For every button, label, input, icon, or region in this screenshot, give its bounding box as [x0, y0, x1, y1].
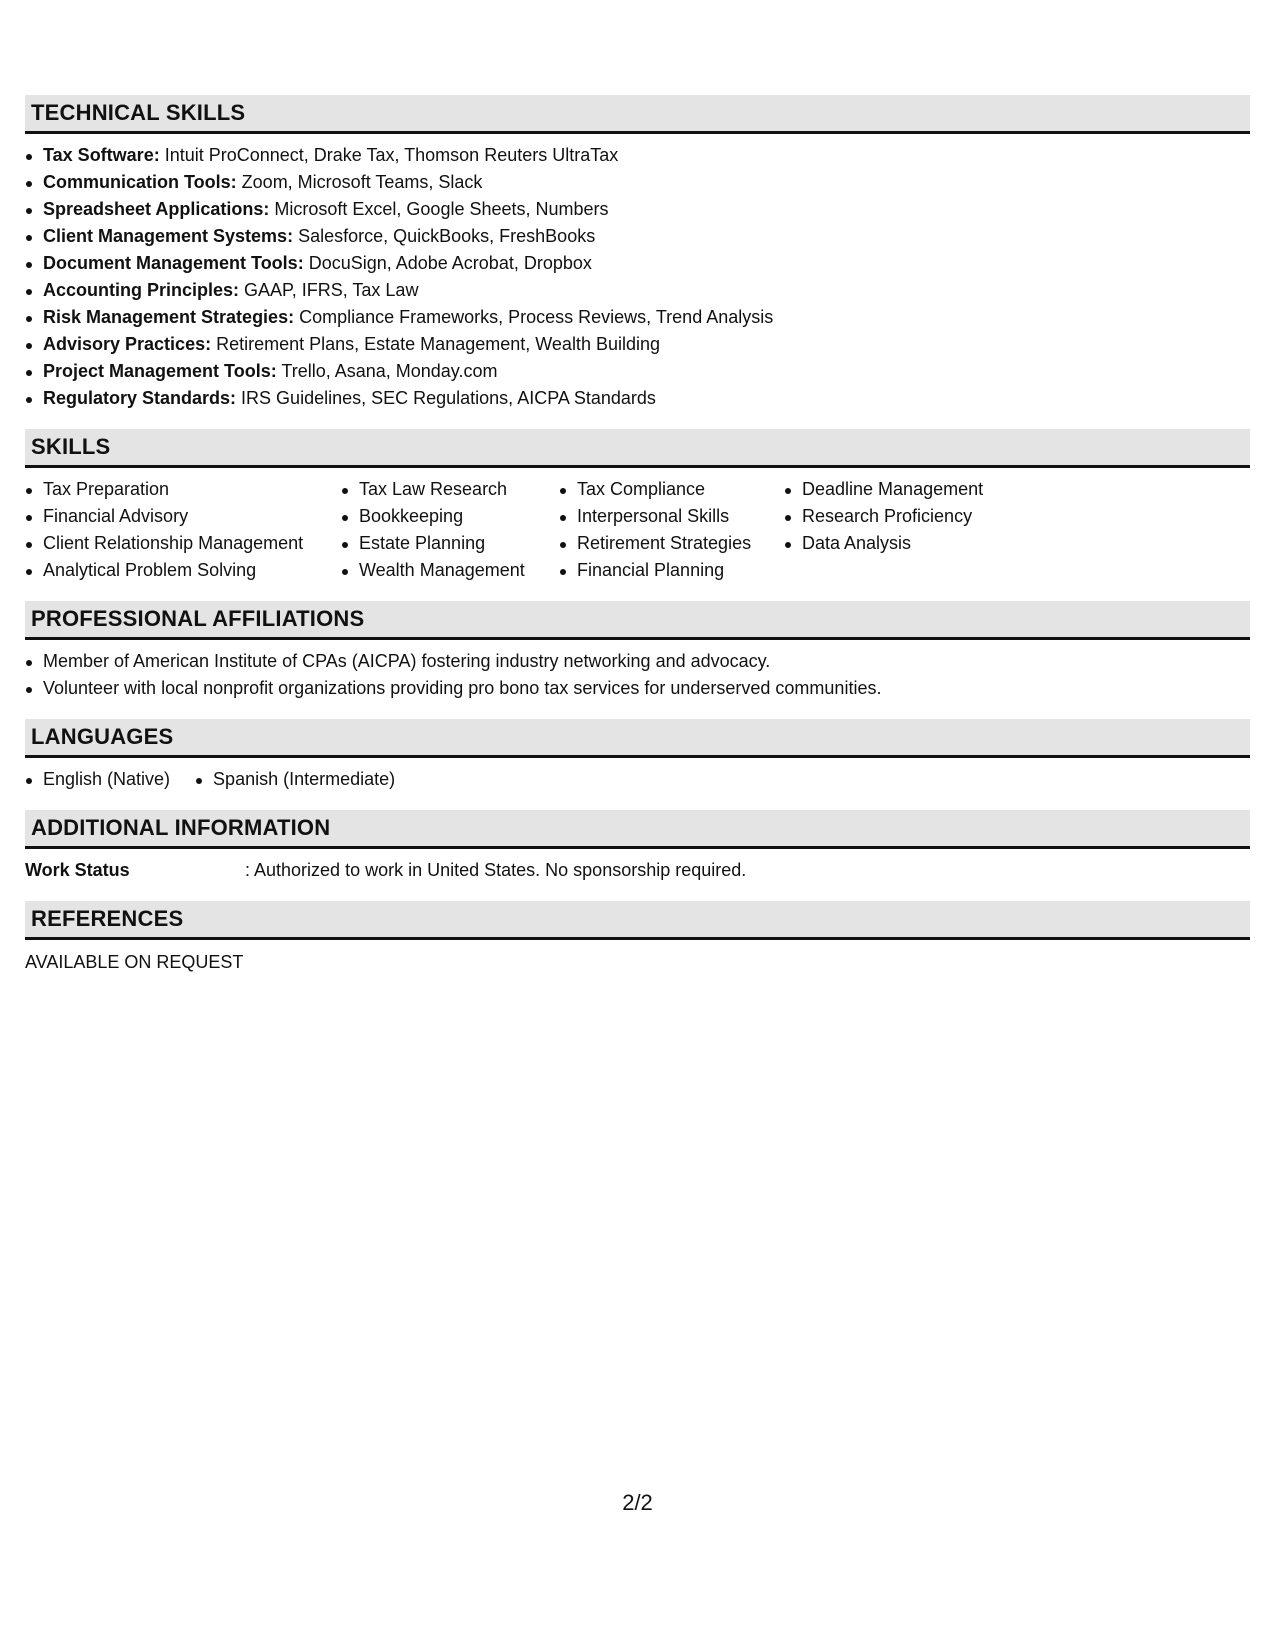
- skills-header: [25, 429, 1250, 468]
- skill-item: Analytical Problem Solving: [25, 557, 341, 584]
- item-value: Zoom, Microsoft Teams, Slack: [236, 172, 483, 192]
- additional-info-section: [25, 810, 1250, 884]
- item-label: Advisory Practices:: [43, 334, 212, 354]
- item-label: Regulatory Standards:: [43, 388, 237, 408]
- item-value: Trello, Asana, Monday.com: [276, 361, 498, 381]
- list-item: [25, 169, 1250, 196]
- references-section: [25, 901, 1250, 976]
- skills-grid: [25, 476, 1250, 584]
- skill-item: Tax Compliance: [559, 476, 784, 503]
- technical-skills-section: [25, 95, 1250, 412]
- list-item: [25, 277, 1250, 304]
- list-item: [25, 331, 1250, 358]
- language-item: Spanish (Intermediate): [195, 766, 395, 793]
- skills-column: [559, 476, 784, 584]
- list-item: Member of American Institute of CPAs (AICPA) fostering industry networking and advocacy.: [25, 648, 1250, 675]
- languages-header: [25, 719, 1250, 758]
- list-item: [25, 142, 1250, 169]
- references-text: AVAILABLE ON REQUEST: [25, 952, 244, 972]
- item-value: DocuSign, Adobe Acrobat, Dropbox: [303, 253, 592, 273]
- technical-skills-list: [25, 142, 1250, 412]
- additional-info-header: [25, 810, 1250, 849]
- item-value: Compliance Frameworks, Process Reviews, Trend Analysis: [294, 307, 774, 327]
- list-item: [25, 250, 1250, 277]
- item-label: Project Management Tools:: [43, 361, 277, 381]
- list-item: [25, 304, 1250, 331]
- item-value: GAAP, IFRS, Tax Law: [239, 280, 419, 300]
- item-label: Accounting Principles:: [43, 280, 240, 300]
- list-item: [25, 385, 1250, 412]
- skills-section: [25, 429, 1250, 584]
- technical-skills-header: [25, 95, 1250, 134]
- skills-column: [341, 476, 559, 584]
- skill-item: Tax Law Research: [341, 476, 559, 503]
- item-label: Client Management Systems:: [43, 226, 294, 246]
- section-title: ADDITIONAL INFORMATION: [31, 815, 331, 840]
- skill-item: Retirement Strategies: [559, 530, 784, 557]
- list-item: [25, 358, 1250, 385]
- language-item: English (Native): [25, 766, 170, 793]
- languages-list: [25, 766, 1250, 793]
- skill-item: Financial Planning: [559, 557, 784, 584]
- item-label: Spreadsheet Applications:: [43, 199, 270, 219]
- skill-item: Bookkeeping: [341, 503, 559, 530]
- skill-item: Estate Planning: [341, 530, 559, 557]
- list-item: [25, 196, 1250, 223]
- page-number: 2/2: [622, 1490, 653, 1515]
- item-value: Intuit ProConnect, Drake Tax, Thomson Reuters UltraTax: [159, 145, 619, 165]
- item-label: Document Management Tools:: [43, 253, 304, 273]
- item-value: Salesforce, QuickBooks, FreshBooks: [293, 226, 596, 246]
- item-value: Microsoft Excel, Google Sheets, Numbers: [269, 199, 609, 219]
- item-label: Risk Management Strategies:: [43, 307, 295, 327]
- section-title: TECHNICAL SKILLS: [31, 100, 246, 125]
- list-item: Volunteer with local nonprofit organizations providing pro bono tax services for underserved communities.: [25, 675, 1250, 702]
- skill-item: Data Analysis: [784, 530, 1044, 557]
- section-title: SKILLS: [31, 434, 111, 459]
- skill-item: Deadline Management: [784, 476, 1044, 503]
- resume-page: [25, 95, 1250, 993]
- affiliations-list: [25, 648, 1250, 702]
- section-title: REFERENCES: [31, 906, 184, 931]
- item-value: Retirement Plans, Estate Management, Wealth Building: [211, 334, 660, 354]
- languages-section: [25, 719, 1250, 793]
- skill-item: Client Relationship Management: [25, 530, 341, 557]
- list-item: [25, 223, 1250, 250]
- item-label: Communication Tools:: [43, 172, 237, 192]
- work-status-row: [25, 857, 1250, 884]
- item-label: Tax Software:: [43, 145, 160, 165]
- skill-item: Financial Advisory: [25, 503, 341, 530]
- affiliations-header: [25, 601, 1250, 640]
- affiliations-section: [25, 601, 1250, 702]
- item-value: IRS Guidelines, SEC Regulations, AICPA Standards: [236, 388, 656, 408]
- section-title: LANGUAGES: [31, 724, 174, 749]
- skill-item: Interpersonal Skills: [559, 503, 784, 530]
- work-status-value: : Authorized to work in United States. No sponsorship required.: [245, 860, 747, 880]
- skills-column: [784, 476, 1044, 584]
- skill-item: Tax Preparation: [25, 476, 341, 503]
- work-status-label: Work Status: [25, 860, 130, 880]
- skill-item: Research Proficiency: [784, 503, 1044, 530]
- references-header: [25, 901, 1250, 940]
- skill-item: Wealth Management: [341, 557, 559, 584]
- section-title: PROFESSIONAL AFFILIATIONS: [31, 606, 365, 631]
- skills-column: [25, 476, 341, 584]
